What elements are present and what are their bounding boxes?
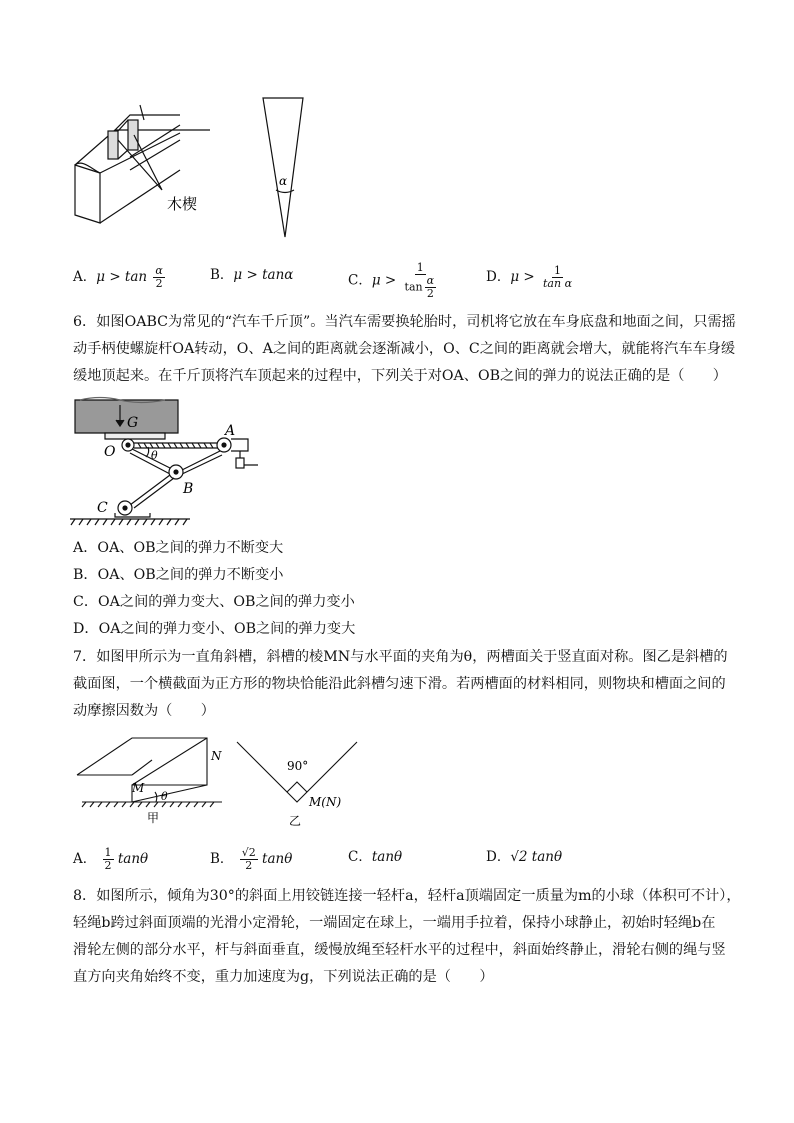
q7-option-b[interactable]: B． $\frac{√2}{2}$ tanθ (210, 846, 293, 872)
wedge-angle-figure (258, 95, 308, 240)
q7-line-3: 动摩擦因数为（ ） (73, 703, 215, 719)
label-g: G (127, 415, 139, 431)
q6-line-3: 缓地顶起来。在千斤顶将汽车顶起来的过程中，下列关于对OA、OB之间的弹力的说法正确的是（ ） (73, 368, 727, 384)
q6-option-c[interactable]: C．OA之间的弹力变大、OB之间的弹力变小 (73, 594, 355, 610)
q6-line-1: 6．如图OABC为常见的“汽车千斤顶”。当汽车需要换轮胎时，司机将它放在车身底盘和地面之间，只需摇 (73, 314, 736, 330)
trough-figure-yi (235, 740, 365, 835)
q6-line-2: 动手柄使螺旋杆OA转动，O、A之间的距离就会逐渐减小，O、C之间的距离就会增大，就能将汽车车身缓 (73, 341, 736, 357)
label-o: O (104, 444, 116, 460)
q5-option-d[interactable]: D．μ > $\frac{1}{\text{tan α}}$ (486, 264, 573, 290)
q7-line-2: 截面图，一个横截面为正方形的物块恰能沿此斜槽匀速下滑。若两槽面的材料相同，则物块和槽面之间的 (73, 676, 726, 692)
q5-option-c[interactable]: C．μ > 1 tan $\frac{\alpha}{2}$ (348, 261, 435, 300)
label-mn: M(N) (309, 795, 342, 809)
q5-option-a[interactable]: A．μ > tan $\frac{\alpha}{2}$ (73, 264, 163, 290)
label-jia: 甲 (147, 811, 160, 825)
q7-option-d[interactable]: D．√2 tanθ (486, 849, 563, 865)
alpha-label: α (279, 174, 288, 188)
q8-line-2: 轻绳b跨过斜面顶端的光滑小定滑轮，一端固定在球上，一端用手拉着，保持小球静止，初始时轻绳b在 (73, 915, 716, 931)
label-90: 90° (287, 759, 309, 773)
q7-option-c[interactable]: C．tanθ (348, 849, 403, 865)
q8-line-4: 直方向夹角始终不变，重力加速度为g，下列说法正确的是（ ） (73, 969, 494, 985)
q5-option-b[interactable]: B．μ > tanα (210, 267, 294, 283)
q7-line-1: 7．如图甲所示为一直角斜槽，斜槽的棱MN与水平面的夹角为θ，两槽面关于竖直面对称。图乙是斜槽的 (73, 649, 728, 665)
wedge-label: 木楔 (167, 195, 198, 213)
car-jack-figure (70, 395, 280, 530)
q6-option-d[interactable]: D．OA之间的弹力变小、OB之间的弹力变大 (73, 621, 356, 637)
label-a: A (225, 423, 236, 439)
wedge-figure (70, 95, 220, 230)
label-c: C (97, 500, 108, 516)
q7-option-a[interactable]: A． $\frac{1}{2}$ tanθ (73, 846, 149, 872)
q8-line-3: 滑轮左侧的部分水平，杆与斜面垂直，缓慢放绳至轻杆水平的过程中，斜面始终静止，滑轮右侧的绳与竖 (73, 942, 726, 958)
label-yi: 乙 (289, 814, 302, 828)
label-b: B (183, 481, 194, 497)
label-m: M (132, 781, 145, 795)
label-theta-7: θ (161, 790, 168, 803)
trough-figure-jia (72, 730, 232, 830)
q8-line-1: 8．如图所示，倾角为30°的斜面上用铰链连接一轻杆a，轻杆a顶端固定一质量为m的小球（体积可不计）， (73, 888, 741, 904)
label-n: N (211, 749, 222, 763)
q6-option-b[interactable]: B．OA、OB之间的弹力不断变小 (73, 567, 284, 583)
label-theta: θ (151, 449, 158, 462)
q6-option-a[interactable]: A．OA、OB之间的弹力不断变大 (73, 540, 284, 556)
